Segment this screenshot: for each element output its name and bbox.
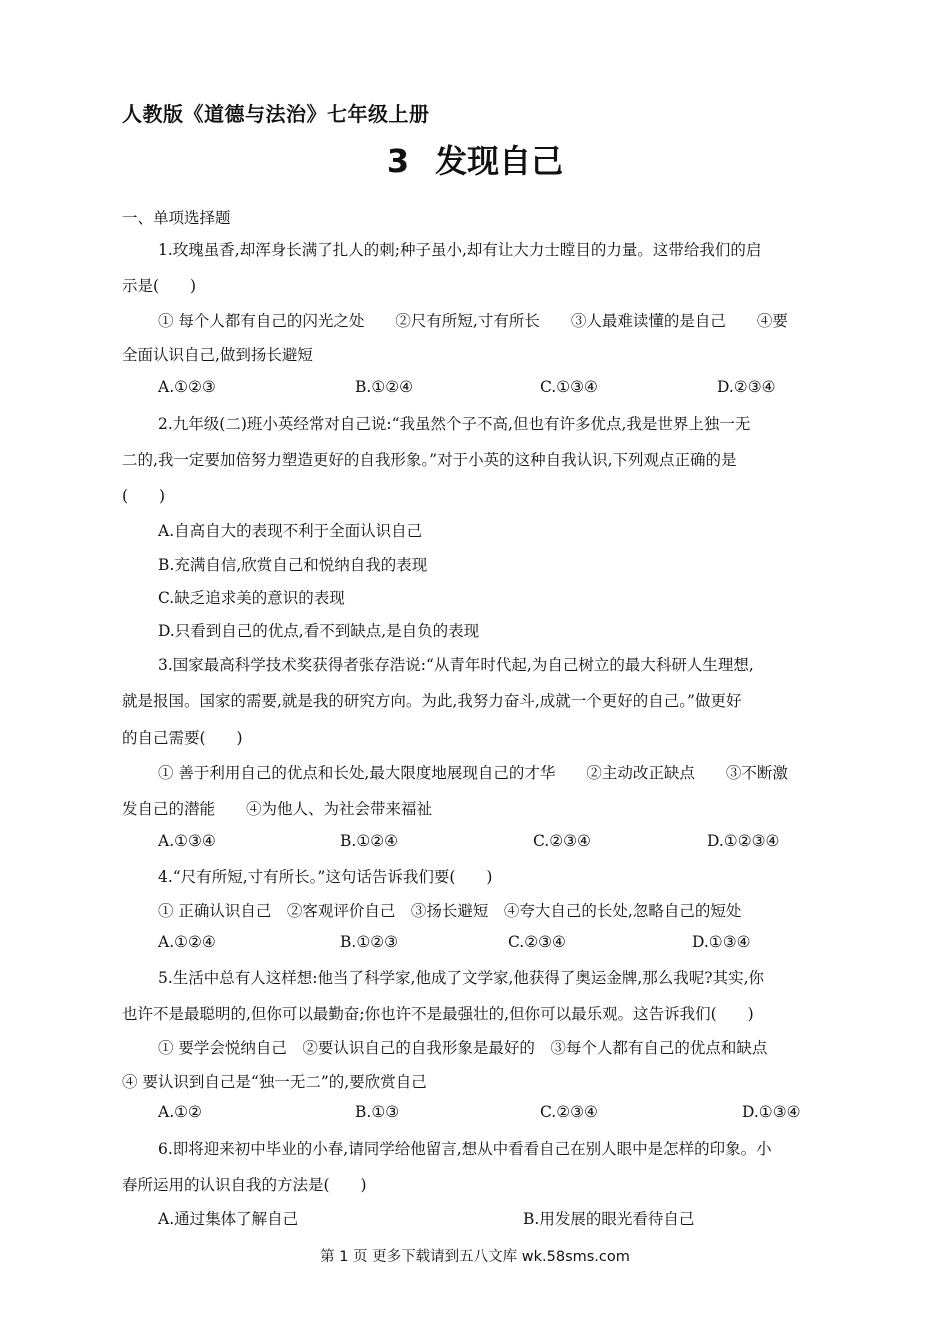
q6-stem-line-1: 6.即将迎来初中毕业的小春,请同学给他留言,想从中看看自己在别人眼中是怎样的印象。小 xyxy=(158,1140,772,1158)
q5-statements-line-1: ① 要学会悦纳自己 ②要认识自己的自我形象是最好的 ③每个人都有自己的优点和缺点 xyxy=(158,1039,768,1057)
q2-option-a: A.自高自大的表现不利于全面认识自己 xyxy=(158,522,423,540)
q5-stem-line-1: 5.生活中总有人这样想:他当了科学家,他成了文学家,他获得了奥运金牌,那么我呢?其实,你 xyxy=(158,969,765,987)
q2-option-c: C.缺乏追求美的意识的表现 xyxy=(158,589,345,607)
q3-stem-line-1: 3.国家最高科学技术奖获得者张存浩说:“从青年时代起,为自己树立的最大科研人生理想, xyxy=(158,656,754,674)
q4-stem: 4.“尺有所短,寸有所长。”这句话告诉我们要( ) xyxy=(158,868,493,886)
q5-stem-line-2: 也许不是最聪明的,但你可以最勤奋;你也许不是最强壮的,但你可以最乐观。这告诉我们( ) xyxy=(122,1005,754,1023)
q1-statements-line-2: 全面认识自己,做到扬长避短 xyxy=(122,346,313,364)
q5-statements-line-2: ④ 要认识到自己是“独一无二”的,要欣赏自己 xyxy=(122,1073,427,1091)
page-footer: 第 1 页 更多下载请到五八文库 wk.58sms.com xyxy=(320,1249,630,1265)
q3-statements-line-2: 发自己的潜能 ④为他人、为社会带来福祉 xyxy=(122,800,433,818)
q1-statements-line-1: ① 每个人都有自己的闪光之处 ②尺有所短,寸有所长 ③人最难读懂的是自己 ④要 xyxy=(158,312,788,330)
q1-option-b: B.①②④ xyxy=(355,378,414,396)
q2-option-d: D.只看到自己的优点,看不到缺点,是自负的表现 xyxy=(158,622,480,640)
q3-stem-line-2: 就是报国。国家的需要,就是我的研究方向。为此,我努力奋斗,成就一个更好的自己。”做更好 xyxy=(122,692,742,710)
lesson-number: 3 xyxy=(386,142,410,180)
q3-option-c: C.②③④ xyxy=(533,832,591,850)
q2-option-b: B.充满自信,欣赏自己和悦纳自我的表现 xyxy=(158,556,428,574)
q6-stem-line-2: 春所运用的认识自我的方法是( ) xyxy=(122,1176,367,1194)
book-subtitle: 人教版《道德与法治》七年级上册 xyxy=(122,102,430,126)
q1-stem-line-1: 1.玫瑰虽香,却浑身长满了扎人的刺;种子虽小,却有让大力士瞠目的力量。这带给我们的启 xyxy=(158,241,762,259)
q6-option-a: A.通过集体了解自己 xyxy=(158,1210,299,1228)
q1-option-c: C.①③④ xyxy=(540,378,598,396)
section-heading: 一、单项选择题 xyxy=(122,209,231,227)
q3-statements-line-1: ① 善于利用自己的优点和长处,最大限度地展现自己的才华 ②主动改正缺点 ③不断激 xyxy=(158,764,788,782)
q3-option-a: A.①③④ xyxy=(158,832,216,850)
q2-stem-line-3: ( ) xyxy=(122,487,166,505)
q5-option-d: D.①③④ xyxy=(742,1103,801,1121)
q3-stem-line-3: 的自己需要( ) xyxy=(122,729,243,747)
q2-stem-line-1: 2.九年级(二)班小英经常对自己说:“我虽然个子不高,但也有许多优点,我是世界上独一无 xyxy=(158,415,751,433)
q5-option-a: A.①② xyxy=(158,1103,202,1121)
q4-option-a: A.①②④ xyxy=(158,933,216,951)
q2-stem-line-2: 二的,我一定要加倍努力塑造更好的自我形象。”对于小英的这种自我认识,下列观点正确的是 xyxy=(122,451,737,469)
lesson-title: 发现自己 xyxy=(435,142,564,180)
q4-option-b: B.①②③ xyxy=(340,933,399,951)
q5-option-c: C.②③④ xyxy=(540,1103,598,1121)
page-title xyxy=(0,136,950,182)
q4-option-c: C.②③④ xyxy=(508,933,566,951)
q4-option-d: D.①③④ xyxy=(692,933,751,951)
q5-option-b: B.①③ xyxy=(355,1103,400,1121)
q3-option-d: D.①②③④ xyxy=(707,832,780,850)
q1-option-d: D.②③④ xyxy=(717,378,776,396)
q3-option-b: B.①②④ xyxy=(340,832,399,850)
q4-statements: ① 正确认识自己 ②客观评价自己 ③扬长避短 ④夸大自己的长处,忽略自己的短处 xyxy=(158,902,742,920)
q1-option-a: A.①②③ xyxy=(158,378,216,396)
q6-option-b: B.用发展的眼光看待自己 xyxy=(523,1210,695,1228)
q1-stem-line-2: 示是( ) xyxy=(122,277,197,295)
